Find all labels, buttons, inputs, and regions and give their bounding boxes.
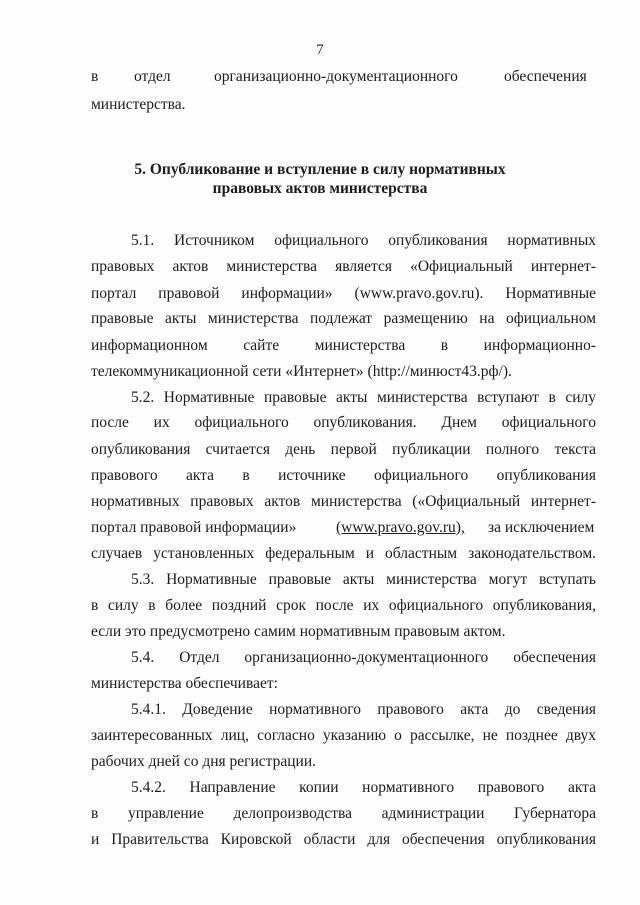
section-title-line-1: 5. Опубликование и вступление в силу нормативных (134, 161, 506, 178)
p542-line-3: и Правительства Кировской области для обеспечения опубликования (91, 831, 596, 848)
p541-line-3: рабочих дней со дня регистрации. (91, 753, 317, 770)
p53-line-1: 5.3. Нормативные правовые акты министерства могут вступать (131, 571, 596, 588)
p541-line-2: заинтересованных лиц, согласно указанию о рассылке, не позднее двух (91, 727, 596, 744)
intro-word-1: в (91, 68, 99, 85)
p52-line-6b: за исключением (488, 519, 595, 536)
p54-line-1: 5.4. Отдел организационно-документационного обеспечения (131, 649, 596, 666)
p51-line-6: телекоммуникационной сети «Интернет» (http://минюст43.рф/). (91, 363, 512, 380)
p52-line-1: 5.2. Нормативные правовые акты министерства вступают в силу (131, 389, 596, 406)
section-title-line-2: правовых актов министерства (212, 180, 428, 197)
p52-line-4: правового акта в источнике официального опубликования (91, 467, 596, 484)
page-number: 7 (316, 42, 324, 58)
p541-line-1: 5.4.1. Доведение нормативного правового акта до сведения (131, 701, 596, 718)
p51-line-1: 5.1. Источником официального опубликования нормативных (131, 232, 596, 249)
p52-line-2: после их официального опубликования. Днем официального (91, 414, 596, 431)
p542-line-1: 5.4.2. Направление копии нормативного правового акта (131, 779, 596, 796)
p52-line-6a: портал правовой информации» (91, 519, 297, 536)
intro-line-2: министерства. (91, 96, 186, 113)
p53-line-2: в силу в более поздний срок после их официального опубликования, (91, 597, 596, 614)
intro-word-2: отдел (134, 68, 171, 85)
p51-line-4: правовые акты министерства подлежат размещению на официальном (91, 310, 596, 327)
intro-word-4: обеспечения (504, 68, 587, 85)
p51-line-5: информационном сайте министерства в информационно- (91, 337, 596, 354)
p52-line-3: опубликования считается день первой публикации полного текста (91, 441, 596, 458)
pravo-gov-link[interactable]: (www.pravo.gov.ru), (336, 519, 465, 536)
p53-line-3: если это предусмотрено самим нормативным правовым актом. (91, 623, 506, 640)
intro-word-3: организационно-документационного (214, 68, 458, 85)
p51-line-3: портал правовой информации» (www.pravo.gov.ru). Нормативные (91, 285, 596, 302)
p52-line-5: нормативных правовых актов министерства («Официальный интернет- (91, 493, 596, 510)
p51-line-2: правовых актов министерства является «Официальный интернет- (91, 258, 596, 275)
p52-line-7: случаев установленных федеральным и областным законодательством. (91, 545, 596, 562)
p54-line-2: министерства обеспечивает: (91, 675, 278, 692)
p542-line-2: в управление делопроизводства администрации Губернатора (91, 805, 596, 822)
